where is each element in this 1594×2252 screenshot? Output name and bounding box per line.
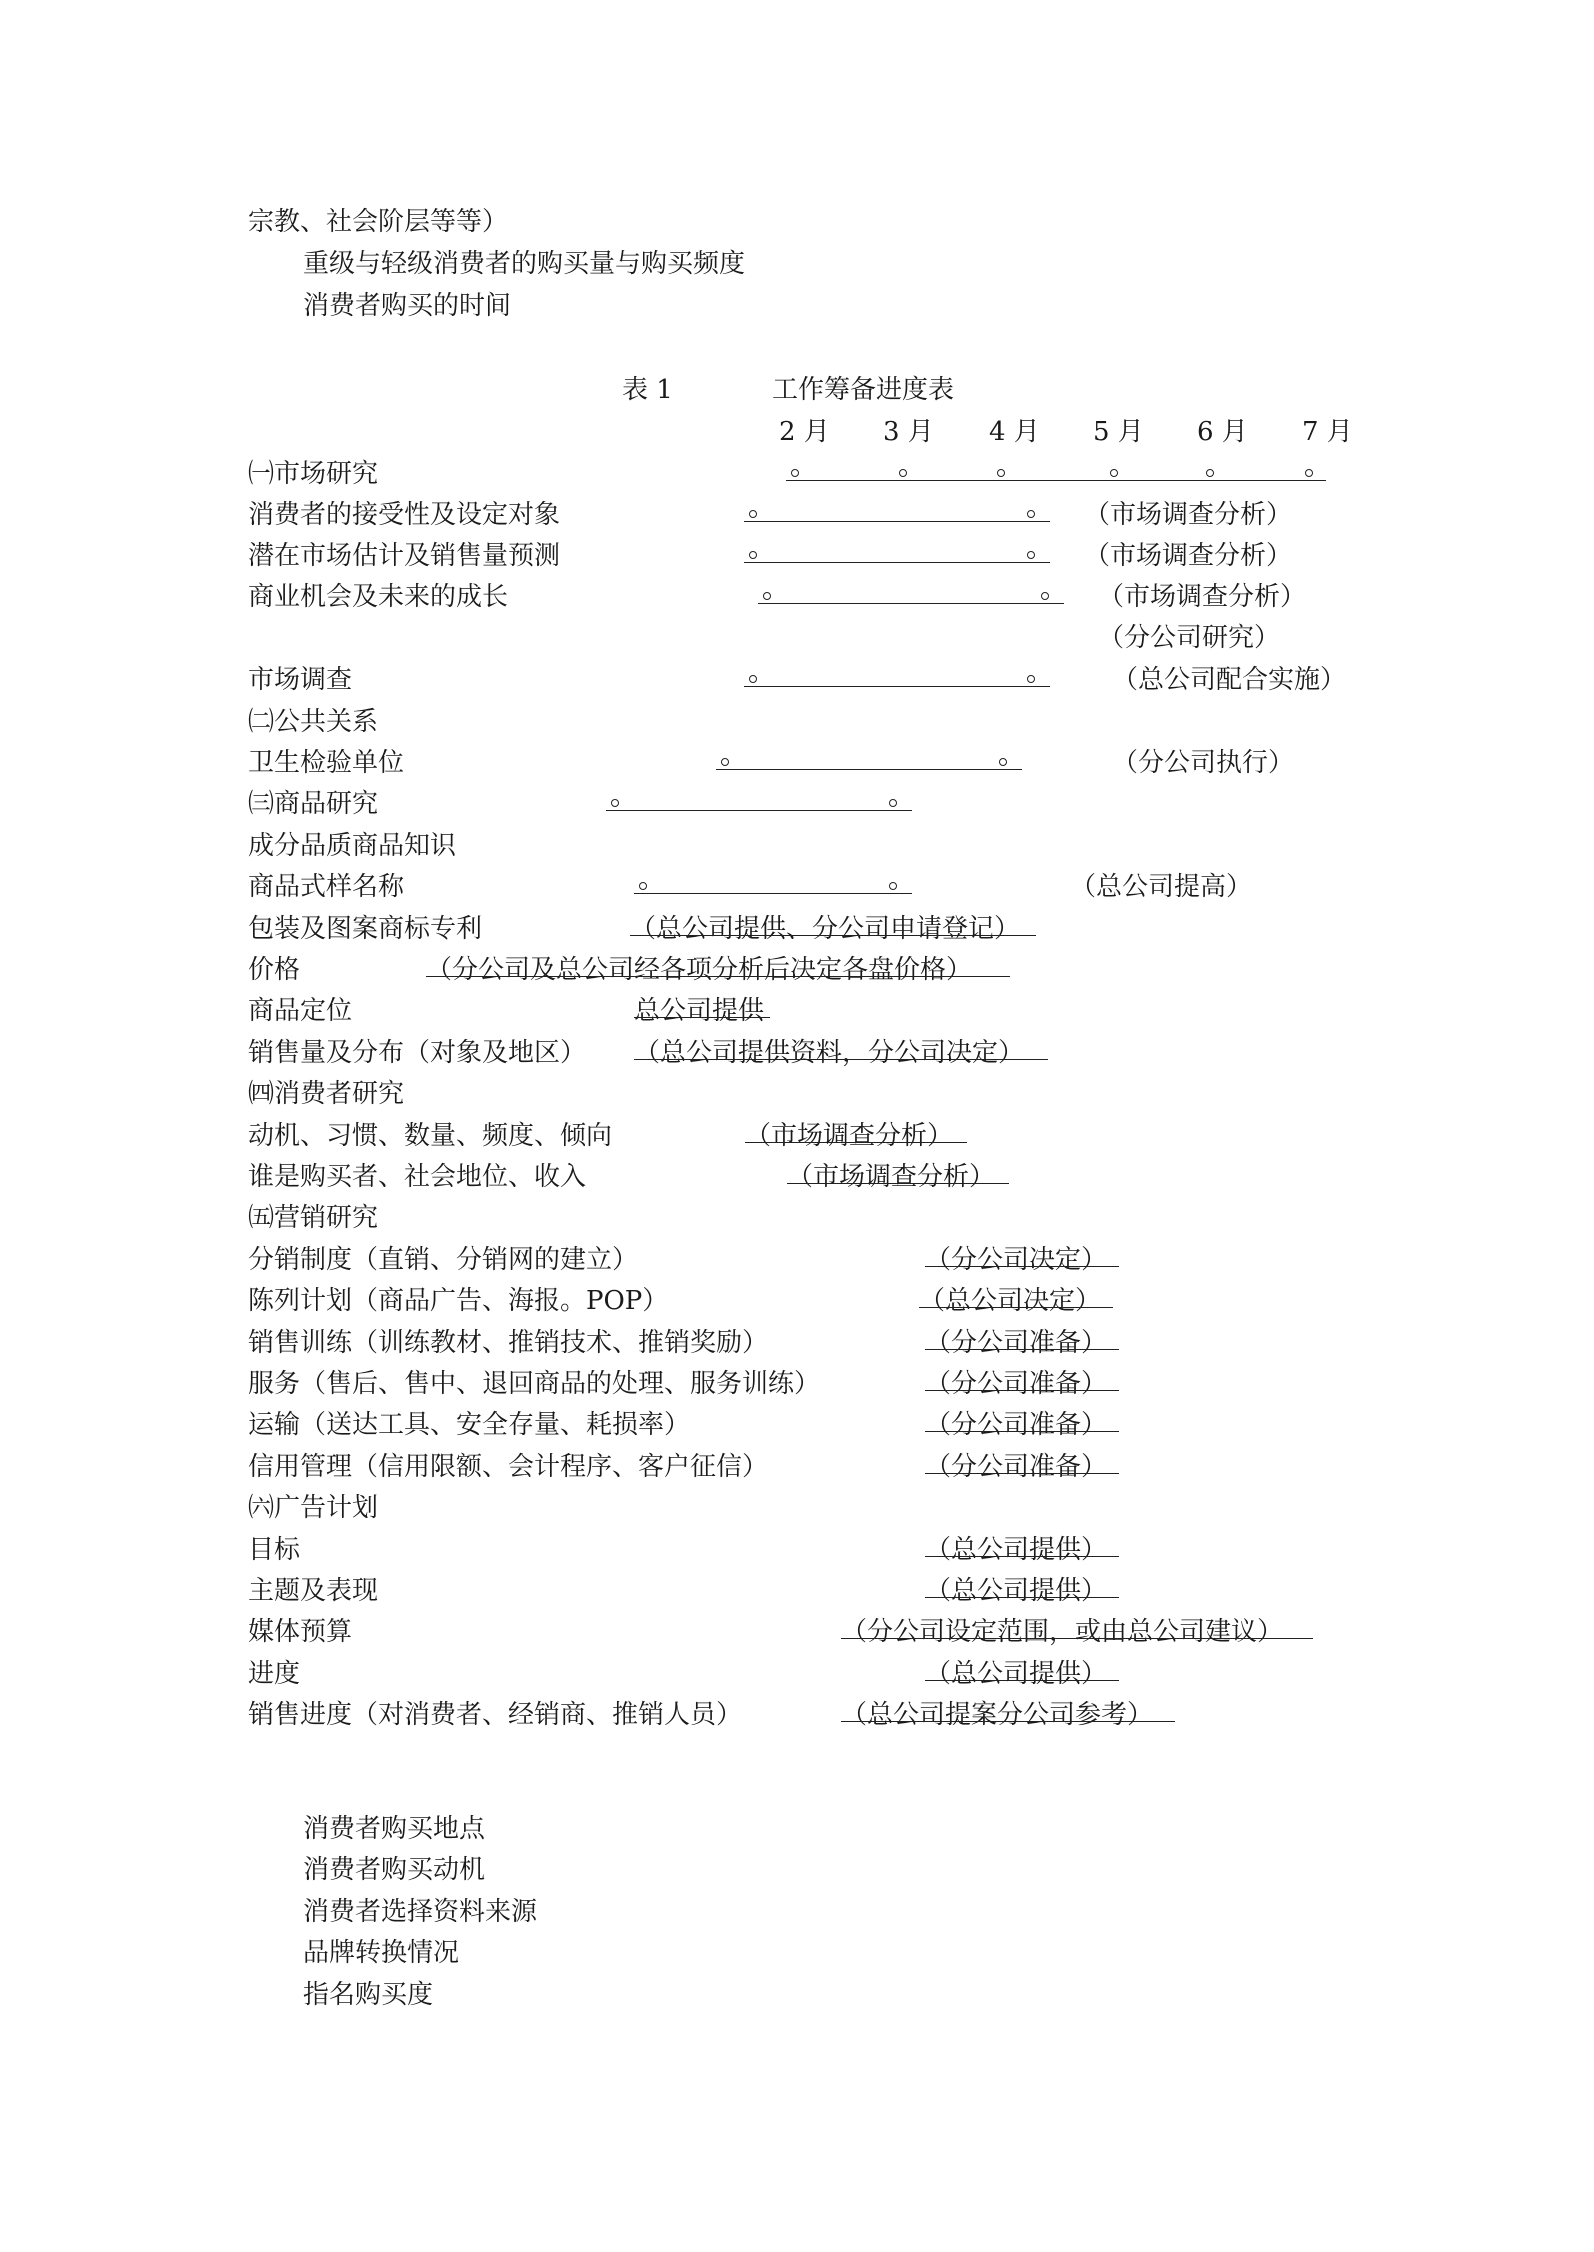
timeline-bar	[744, 562, 1050, 563]
timeline-bar	[716, 769, 1022, 770]
section-heading: ㈠市场研究	[248, 459, 379, 489]
timeline-dot	[749, 551, 757, 559]
month-header: 7 月	[1302, 417, 1353, 447]
note-underline	[925, 1349, 1119, 1350]
section-heading: ㈥广告计划	[248, 1493, 379, 1523]
row-label: 潜在市场估计及销售量预测	[248, 541, 561, 571]
timeline-bar	[744, 686, 1050, 687]
timeline-dot	[763, 592, 771, 600]
timeline-bar	[606, 810, 912, 811]
month-header: 6 月	[1197, 417, 1248, 447]
table-title: 工作筹备进度表	[772, 375, 955, 405]
timeline-dot	[1206, 469, 1214, 477]
timeline-bar	[786, 480, 1326, 481]
outro-line: 消费者购买地点	[303, 1814, 486, 1844]
row-label: 动机、习惯、数量、频度、倾向	[248, 1121, 613, 1151]
note-underline	[634, 1059, 1048, 1060]
timeline-dot	[1027, 510, 1035, 518]
outro-line: 消费者购买动机	[303, 1855, 486, 1885]
row-label: 陈列计划（商品广告、海报。POP）	[248, 1286, 669, 1316]
row-note: （分公司研究）	[1098, 623, 1281, 653]
timeline-dot	[1305, 469, 1313, 477]
row-note: （总公司提供）	[925, 1535, 1108, 1565]
row-label: 包装及图案商标专利	[248, 914, 483, 944]
timeline-dot	[1027, 551, 1035, 559]
note-underline	[925, 1556, 1119, 1557]
section-heading: ㈡公共关系	[248, 707, 379, 737]
timeline-dot	[1110, 469, 1118, 477]
outro-line: 品牌转换情况	[303, 1938, 460, 1968]
timeline-bar	[758, 603, 1064, 604]
intro-line: 重级与轻级消费者的购买量与购买频度	[303, 249, 746, 279]
row-note: （总公司配合实施）	[1112, 665, 1347, 695]
note-underline	[925, 1680, 1119, 1681]
row-note: （总公司提案分公司参考）	[841, 1700, 1154, 1730]
row-label: 运输（送达工具、安全存量、耗损率）	[248, 1410, 691, 1440]
row-label: 媒体预算	[248, 1617, 353, 1647]
note-underline	[745, 1142, 967, 1143]
row-note: （分公司准备）	[925, 1452, 1108, 1482]
outro-line: 指名购买度	[303, 1980, 434, 2010]
timeline-dot	[889, 799, 897, 807]
note-underline	[919, 1307, 1113, 1308]
intro-line: 消费者购买的时间	[303, 291, 512, 321]
row-label: 谁是购买者、社会地位、收入	[248, 1162, 587, 1192]
note-underline	[634, 1017, 770, 1018]
row-note: （总公司决定）	[919, 1286, 1102, 1316]
timeline-dot	[889, 882, 897, 890]
row-note: （市场调查分析）	[1098, 582, 1307, 612]
timeline-dot	[899, 469, 907, 477]
month-header: 2 月	[779, 417, 830, 447]
note-underline	[925, 1390, 1119, 1391]
note-underline	[841, 1721, 1175, 1722]
month-header: 5 月	[1093, 417, 1144, 447]
row-note: （市场调查分析）	[1084, 541, 1293, 571]
timeline-bar	[634, 893, 912, 894]
row-note: （总公司提供）	[925, 1576, 1108, 1606]
note-underline	[630, 935, 1036, 936]
timeline-dot	[791, 469, 799, 477]
row-label: 消费者的接受性及设定对象	[248, 500, 561, 530]
table-number: 表 1	[622, 375, 673, 405]
timeline-dot	[1041, 592, 1049, 600]
note-underline	[925, 1473, 1119, 1474]
row-label: 服务（售后、售中、退回商品的处理、服务训练）	[248, 1369, 821, 1399]
row-note: （总公司提供）	[925, 1659, 1108, 1689]
row-note: （分公司准备）	[925, 1328, 1108, 1358]
row-label: 销售量及分布（对象及地区）	[248, 1038, 587, 1068]
row-note: （分公司及总公司经各项分析后决定各盘价格）	[426, 955, 973, 985]
intro-line: 宗教、社会阶层等等）	[248, 207, 509, 237]
row-note: （市场调查分析）	[787, 1162, 996, 1192]
row-note: （总公司提高）	[1070, 872, 1253, 902]
month-header: 3 月	[883, 417, 934, 447]
timeline-dot	[639, 882, 647, 890]
row-label: 进度	[248, 1659, 301, 1689]
note-underline	[925, 1597, 1119, 1598]
row-note: （市场调查分析）	[1084, 500, 1293, 530]
outro-line: 消费者选择资料来源	[303, 1897, 538, 1927]
note-underline	[426, 976, 1010, 977]
section-heading: ㈤营销研究	[248, 1203, 379, 1233]
month-header: 4 月	[989, 417, 1040, 447]
section-heading: ㈣消费者研究	[248, 1079, 405, 1109]
timeline-dot	[749, 510, 757, 518]
timeline-dot	[749, 675, 757, 683]
timeline-dot	[997, 469, 1005, 477]
row-note: 总公司提供	[634, 996, 765, 1026]
row-note: （分公司准备）	[925, 1369, 1108, 1399]
timeline-dot	[611, 799, 619, 807]
row-label: 信用管理（信用限额、会计程序、客户征信）	[248, 1452, 769, 1482]
row-label: 商品定位	[248, 996, 353, 1026]
note-underline	[925, 1431, 1119, 1432]
row-label: 主题及表现	[248, 1576, 379, 1606]
row-note: （分公司准备）	[925, 1410, 1108, 1440]
row-label: 商品式样名称	[248, 872, 405, 902]
row-note: （市场调查分析）	[745, 1121, 954, 1151]
row-label: 成分品质商品知识	[248, 831, 457, 861]
row-label: 商业机会及未来的成长	[248, 582, 509, 612]
row-label: 市场调查	[248, 665, 353, 695]
note-underline	[925, 1266, 1119, 1267]
row-label: 价格	[248, 955, 301, 985]
row-note: （分公司设定范围，或由总公司建议）	[841, 1617, 1284, 1647]
timeline-dot	[1027, 675, 1035, 683]
row-label: 销售进度（对消费者、经销商、推销人员）	[248, 1700, 743, 1730]
row-note: （总公司提供、分公司申请登记）	[630, 914, 1021, 944]
row-label: 卫生检验单位	[248, 748, 405, 778]
row-note: （分公司决定）	[925, 1245, 1108, 1275]
note-underline	[787, 1183, 1009, 1184]
timeline-bar	[744, 521, 1050, 522]
row-label: 分销制度（直销、分销网的建立）	[248, 1245, 639, 1275]
row-label: 销售训练（训练教材、推销技术、推销奖励）	[248, 1328, 769, 1358]
row-note: （总公司提供资料，分公司决定）	[634, 1038, 1025, 1068]
note-underline	[841, 1638, 1313, 1639]
row-note: （分公司执行）	[1112, 748, 1295, 778]
section-heading: ㈢商品研究	[248, 789, 379, 819]
row-label: 目标	[248, 1535, 301, 1565]
timeline-dot	[721, 758, 729, 766]
timeline-dot	[999, 758, 1007, 766]
